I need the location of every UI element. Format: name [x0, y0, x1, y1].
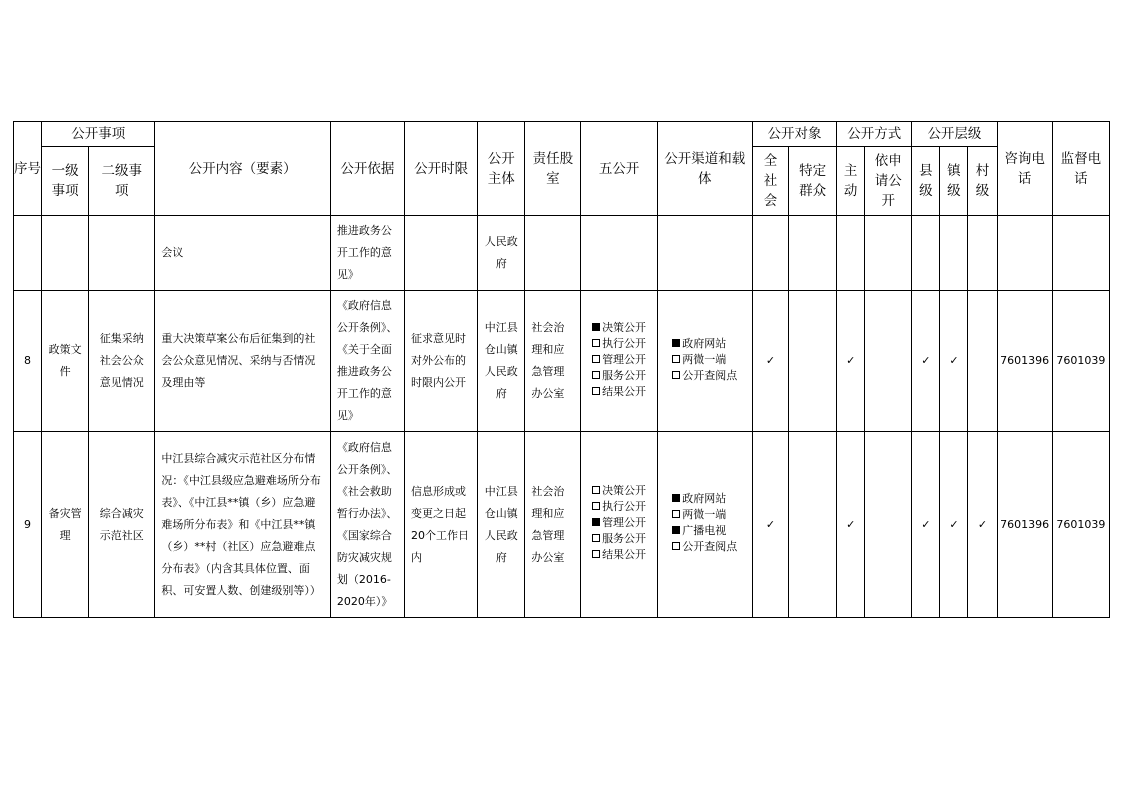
option-label: 公开查阅点 — [682, 540, 738, 553]
checked-box-icon — [592, 518, 600, 526]
all-society-text: ✓ — [765, 517, 776, 531]
basis-cell — [330, 216, 404, 291]
specific-groups-cell — [789, 432, 837, 618]
all-society-text: ✓ — [765, 354, 776, 367]
table-row — [14, 432, 1110, 618]
county-text: ✓ — [921, 354, 931, 367]
level1-cell — [42, 216, 89, 291]
checked-box-icon — [672, 526, 680, 534]
empty-box-icon — [592, 502, 600, 510]
time-limit-text: 信息形成或变更之日起20个工作日内 — [411, 484, 470, 564]
checkbox-option — [592, 547, 646, 563]
channel-options — [672, 491, 737, 555]
channel-cell — [657, 216, 752, 291]
town-cell — [940, 216, 968, 291]
subject-text: 中江县仓山镇人民政府 — [484, 484, 518, 564]
town-cell — [940, 432, 968, 618]
town-text: ✓ — [949, 354, 959, 367]
specific-groups-cell — [789, 291, 837, 432]
option-label: 政府网站 — [682, 492, 727, 505]
basis-text: 《政府信息公开条例》、《社会救助暂行办法》、《国家综合防灾减灾规划（2016-2020年）》 — [336, 440, 398, 608]
town-cell — [940, 291, 968, 432]
option-label: 决策公开 — [602, 484, 647, 497]
county-text: ✓ — [921, 517, 931, 531]
consult-phone-text: 7601396 — [1000, 354, 1050, 367]
five-open-options — [592, 320, 646, 400]
empty-box-icon — [592, 486, 600, 494]
option-label: 两微一端 — [682, 352, 727, 366]
header-specific-groups: 特定群众 — [789, 147, 837, 216]
empty-box-icon — [592, 355, 600, 363]
header-town: 镇级 — [940, 147, 968, 216]
content-text: 中江县综合减灾示范社区分布情况：《中江县级应急避难场所分布表》、《中江县**镇（乡）应急避难场所分布表》和《中江县**镇（乡）**村（社区）应急避难点分布表》（内含其具体位置、面积、可安置人数、创建级别等）） — [161, 451, 321, 597]
option-label: 两微一端 — [682, 508, 727, 521]
option-label: 决策公开 — [602, 320, 647, 334]
consult-phone-cell — [997, 216, 1052, 291]
option-label: 管理公开 — [602, 352, 647, 366]
header-village: 村级 — [968, 147, 997, 216]
seq-cell — [14, 216, 42, 291]
specific-groups-cell — [789, 216, 837, 291]
office-cell — [525, 216, 581, 291]
empty-box-icon — [592, 550, 600, 558]
option-label: 广播电视 — [682, 524, 727, 537]
level1-text: 备灾管理 — [48, 506, 82, 542]
checkbox-option — [672, 491, 737, 507]
five-open-cell — [581, 291, 657, 432]
village-cell — [968, 291, 997, 432]
checkbox-option — [672, 368, 737, 384]
consult-phone-cell — [997, 432, 1052, 618]
content-cell — [155, 432, 330, 618]
consult-phone-text: 7601396 — [1000, 517, 1050, 531]
empty-box-icon — [592, 371, 600, 379]
supervise-phone-cell — [1052, 291, 1109, 432]
checked-box-icon — [672, 494, 680, 502]
village-text: ✓ — [977, 517, 988, 531]
content-cell — [155, 291, 330, 432]
checkbox-option — [592, 384, 646, 400]
channel-options — [672, 336, 737, 384]
header-level2: 二级事项 — [89, 147, 155, 216]
town-text: ✓ — [949, 517, 959, 531]
header-channel: 公开渠道和载体 — [657, 122, 752, 216]
office-cell — [525, 291, 581, 432]
content-text: 会议 — [161, 246, 184, 259]
option-label: 管理公开 — [602, 516, 647, 529]
header-on-request: 依申请公开 — [865, 147, 912, 216]
empty-box-icon — [672, 355, 680, 363]
checkbox-option — [592, 320, 646, 336]
time-limit-cell — [405, 432, 478, 618]
all-society-cell — [752, 432, 788, 618]
checkbox-option — [592, 336, 646, 352]
on-request-cell — [865, 216, 912, 291]
checkbox-option — [672, 336, 737, 352]
checkbox-option — [592, 368, 646, 384]
subject-cell — [478, 216, 525, 291]
header-all-society: 全社会 — [752, 147, 788, 216]
seq-cell — [14, 432, 42, 618]
level1-cell — [42, 432, 89, 618]
all-society-cell — [752, 216, 788, 291]
header-content: 公开内容（要素） — [155, 122, 330, 216]
option-label: 结果公开 — [602, 384, 647, 398]
consult-phone-cell — [997, 291, 1052, 432]
subject-text: 中江县仓山镇人民政府 — [484, 321, 518, 400]
option-label: 政府网站 — [682, 336, 727, 350]
all-society-cell — [752, 291, 788, 432]
level2-cell — [89, 216, 155, 291]
option-label: 服务公开 — [602, 368, 647, 382]
active-cell — [837, 216, 865, 291]
level2-cell — [89, 291, 155, 432]
supervise-phone-text: 7601039 — [1056, 354, 1106, 367]
header-supervise-phone: 监督电话 — [1052, 122, 1109, 216]
header-active: 主动 — [837, 147, 865, 216]
table-row — [14, 291, 1110, 432]
table-row — [14, 216, 1110, 291]
header-subject: 公开主体 — [478, 122, 525, 216]
option-label: 结果公开 — [602, 548, 647, 561]
checkbox-option — [672, 507, 737, 523]
empty-box-icon — [672, 542, 680, 550]
five-open-options — [592, 483, 646, 563]
empty-box-icon — [592, 534, 600, 542]
seq-text: 9 — [24, 517, 32, 531]
level1-cell — [42, 291, 89, 432]
checkbox-option — [672, 523, 737, 539]
active-text: ✓ — [846, 517, 856, 531]
active-text: ✓ — [846, 354, 856, 367]
header-level-group: 公开层级 — [912, 122, 997, 147]
header-consult-phone: 咨询电话 — [997, 122, 1052, 216]
county-cell — [912, 216, 940, 291]
channel-cell — [657, 291, 752, 432]
level2-cell — [89, 432, 155, 618]
seq-text: 8 — [24, 354, 32, 367]
empty-box-icon — [672, 510, 680, 518]
supervise-phone-cell — [1052, 432, 1109, 618]
office-text: 社会治理和应急管理办公室 — [531, 321, 565, 400]
seq-cell — [14, 291, 42, 432]
office-cell — [525, 432, 581, 618]
five-open-cell — [581, 216, 657, 291]
header-office: 责任股室 — [525, 122, 581, 216]
checkbox-option — [592, 499, 646, 515]
supervise-phone-text: 7601039 — [1056, 517, 1106, 531]
county-cell — [912, 291, 940, 432]
header-matter-group: 公开事项 — [42, 122, 155, 147]
header-county: 县级 — [912, 147, 940, 216]
village-cell — [968, 216, 997, 291]
checkbox-option — [672, 539, 737, 555]
header-basis: 公开依据 — [330, 122, 404, 216]
five-open-cell — [581, 432, 657, 618]
time-limit-text: 征求意见时对外公布的时限内公开 — [411, 332, 467, 389]
time-limit-cell — [405, 216, 478, 291]
header-seq: 序号 — [14, 122, 42, 216]
checkbox-option — [592, 515, 646, 531]
header-audience-group: 公开对象 — [752, 122, 836, 147]
option-label: 公开查阅点 — [682, 368, 738, 382]
header-method-group: 公开方式 — [837, 122, 912, 147]
level1-text: 政策文件 — [48, 343, 82, 378]
option-label: 服务公开 — [602, 532, 647, 545]
header-five-open: 五公开 — [581, 122, 657, 216]
checked-box-icon — [592, 323, 600, 331]
county-cell — [912, 432, 940, 618]
basis-cell — [330, 432, 404, 618]
content-cell — [155, 216, 330, 291]
checkbox-option — [672, 352, 737, 368]
level2-text: 征集采纳社会公众意见情况 — [99, 332, 144, 389]
option-label: 执行公开 — [602, 336, 647, 350]
empty-box-icon — [592, 387, 600, 395]
header-level1: 一级事项 — [42, 147, 89, 216]
active-cell — [837, 291, 865, 432]
header-time-limit: 公开时限 — [405, 122, 478, 216]
office-text: 社会治理和应急管理办公室 — [531, 484, 565, 564]
level2-text: 综合减灾示范社区 — [99, 506, 144, 542]
content-text: 重大决策草案公布后征集到的社会公众意见情况、采纳与否情况及理由等 — [161, 332, 316, 389]
subject-text: 人民政府 — [484, 235, 518, 270]
checked-box-icon — [672, 339, 680, 347]
checkbox-option — [592, 483, 646, 499]
empty-box-icon — [592, 339, 600, 347]
active-cell — [837, 432, 865, 618]
supervise-phone-cell — [1052, 216, 1109, 291]
empty-box-icon — [672, 371, 680, 379]
checkbox-option — [592, 531, 646, 547]
time-limit-cell — [405, 291, 478, 432]
checkbox-option — [592, 352, 646, 368]
basis-text: 推进政务公开工作的意见》 — [336, 224, 392, 281]
option-label: 执行公开 — [602, 500, 647, 513]
basis-cell — [330, 291, 404, 432]
basis-text: 《政府信息公开条例》、《关于全面推进政务公开工作的意见》 — [336, 299, 398, 422]
subject-cell — [478, 432, 525, 618]
subject-cell — [478, 291, 525, 432]
channel-cell — [657, 432, 752, 618]
on-request-cell — [865, 432, 912, 618]
disclosure-table — [13, 121, 1110, 618]
village-cell — [968, 432, 997, 618]
on-request-cell — [865, 291, 912, 432]
